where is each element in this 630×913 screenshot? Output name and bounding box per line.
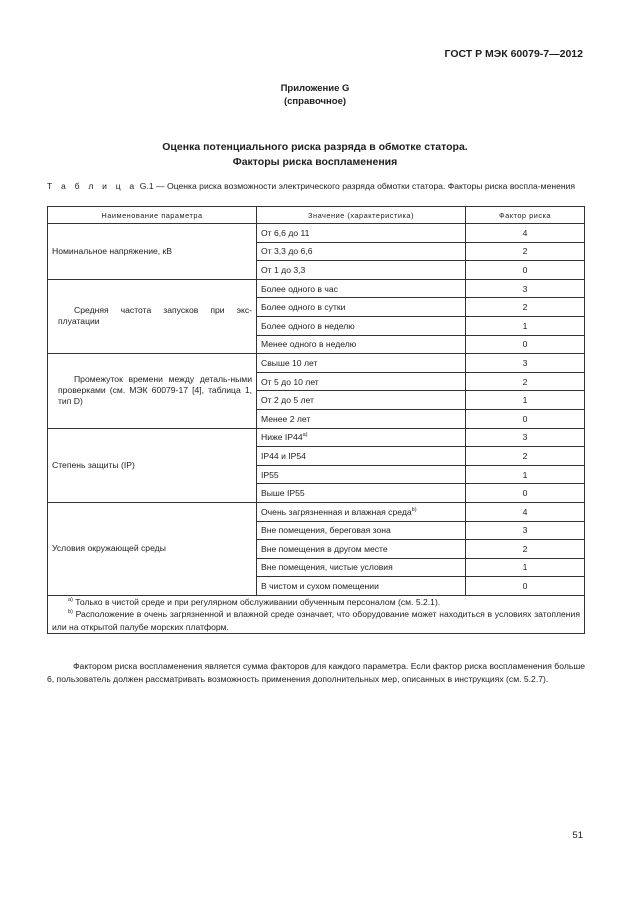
table-header-row	[48, 207, 585, 224]
value-cell: От 6,6 до 11	[257, 224, 466, 243]
appendix-heading	[0, 82, 630, 108]
factor-cell: 4	[466, 224, 585, 243]
risk-table	[47, 206, 585, 634]
value-cell: IP44 и IP54	[257, 447, 466, 466]
factor-cell: 1	[466, 316, 585, 335]
table-row	[48, 354, 585, 373]
table-caption-text: G.1 — Оценка риска возможности электрического разряда обмотки статора. Факторы риска воспла-менения	[137, 181, 576, 191]
value-cell: От 3,3 до 6,6	[257, 242, 466, 261]
factor-cell: 3	[466, 354, 585, 373]
footnote-b-text: Расположение в очень загрязненной и влажной среде означает, что оборудование может находиться в условиях затопления или на открытой палубе морских платформ.	[52, 609, 580, 632]
section-title-line-1: Оценка потенциального риска разряда в обмотке статора.	[162, 141, 468, 153]
factor-cell: 2	[466, 447, 585, 466]
parameter-environment: Условия окружающей среды	[48, 502, 257, 595]
factor-cell: 0	[466, 577, 585, 596]
value-cell	[257, 428, 466, 447]
value-cell: Более одного в час	[257, 279, 466, 298]
parameter-voltage: Номинальное напряжение, кВ	[48, 224, 257, 280]
factor-cell: 2	[466, 242, 585, 261]
factor-cell: 0	[466, 409, 585, 428]
appendix-title: Приложение G	[280, 83, 350, 94]
factor-cell: 3	[466, 428, 585, 447]
table-row	[48, 279, 585, 298]
table-row	[48, 502, 585, 521]
footnote-b-mark: b)	[68, 609, 73, 616]
section-title	[0, 140, 630, 170]
footnote-b	[52, 608, 580, 633]
factor-cell: 0	[466, 335, 585, 354]
table-row	[48, 428, 585, 447]
table-row	[48, 224, 585, 243]
factor-cell: 2	[466, 540, 585, 559]
value-cell: Менее 2 лет	[257, 409, 466, 428]
header-value: Значение (характеристика)	[257, 207, 466, 224]
header-parameter: Наименование параметра	[48, 207, 257, 224]
factor-cell: 3	[466, 279, 585, 298]
footnote-mark: a)	[302, 432, 308, 439]
factor-cell: 3	[466, 521, 585, 540]
value-cell: От 2 до 5 лет	[257, 391, 466, 410]
value-cell: Вне помещения, чистые условия	[257, 558, 466, 577]
value-cell: Вне помещения в другом месте	[257, 540, 466, 559]
footnote-a-mark: a)	[68, 596, 73, 603]
value-text: Ниже IP44	[261, 432, 303, 443]
factor-cell: 2	[466, 372, 585, 391]
section-title-line-2: Факторы риска воспламенения	[232, 156, 398, 168]
footnote-a-text: Только в чистой среде и при регулярном обслуживании обученным персоналом (см. 5.2.1).	[72, 596, 441, 607]
value-cell: Более одного в неделю	[257, 316, 466, 335]
body-paragraph: Фактором риска воспламенения является сумма факторов для каждого параметра. Если фактор риска воспламенения больше 6, пользователь должен рассматривать возможность применения дополнительных мер, описанных в инструкциях (см. 5.2.7).	[47, 661, 585, 684]
page-number: 51	[572, 830, 583, 841]
table-caption	[47, 180, 585, 192]
parameter-ip-protection: Степень защиты (IP)	[48, 428, 257, 502]
value-cell: Выше IP55	[257, 484, 466, 503]
value-cell	[257, 502, 466, 521]
value-cell: Вне помещения, береговая зона	[257, 521, 466, 540]
value-cell: От 5 до 10 лет	[257, 372, 466, 391]
table-notes-row	[48, 595, 585, 634]
parameter-inspection-interval-text: Промежуток времени между деталь-ными проверками (см. МЭК 60079-17 [4], таблица 1, тип D)	[58, 374, 252, 407]
value-text: Очень загрязненная и влажная среда	[261, 506, 412, 517]
parameter-inspection-interval	[48, 354, 257, 428]
document-header: ГОСТ Р МЭК 60079-7—2012	[444, 48, 583, 60]
factor-cell: 0	[466, 261, 585, 280]
footnote-a	[52, 596, 580, 609]
value-cell: Более одного в сутки	[257, 298, 466, 317]
value-cell: В чистом и сухом помещении	[257, 577, 466, 596]
factor-cell: 1	[466, 465, 585, 484]
appendix-subtitle: (справочное)	[283, 96, 347, 107]
table-notes	[48, 595, 585, 634]
value-cell: От 1 до 3,3	[257, 261, 466, 280]
footnote-mark: b)	[411, 506, 417, 513]
parameter-start-frequency-text: Средняя частота запусков при экс-плуатации	[58, 305, 252, 327]
table-caption-label: Т а б л и ц а	[47, 181, 138, 191]
factor-cell: 0	[466, 484, 585, 503]
value-cell: Свыше 10 лет	[257, 354, 466, 373]
factor-cell: 2	[466, 298, 585, 317]
parameter-start-frequency	[48, 279, 257, 353]
value-cell: Менее одного в неделю	[257, 335, 466, 354]
header-factor: Фактор риска	[466, 207, 585, 224]
factor-cell: 4	[466, 502, 585, 521]
factor-cell: 1	[466, 558, 585, 577]
factor-cell: 1	[466, 391, 585, 410]
value-cell: IP55	[257, 465, 466, 484]
